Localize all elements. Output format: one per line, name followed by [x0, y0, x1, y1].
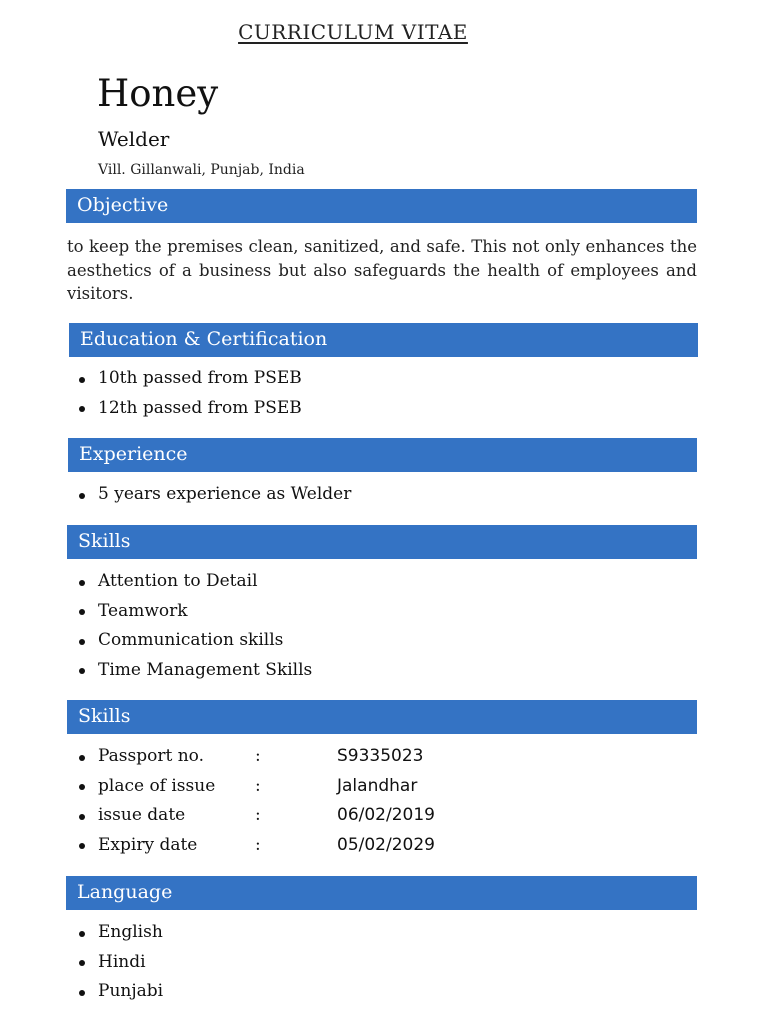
passport-row [75, 801, 435, 831]
list-item: 12th passed from PSEB [75, 394, 302, 424]
passport-label: Expiry date [98, 834, 198, 855]
language-list [75, 918, 163, 1007]
list-item: Attention to Detail [75, 567, 312, 597]
passport-row [75, 742, 435, 772]
skills-heading: Skills [67, 525, 697, 559]
list-item: 10th passed from PSEB [75, 364, 302, 394]
separator: : [255, 834, 261, 855]
candidate-role: Welder [98, 127, 170, 151]
objective-heading: Objective [66, 189, 697, 223]
passport-label: issue date [98, 805, 186, 825]
candidate-address: Vill. Gillanwali, Punjab, India [98, 162, 305, 178]
list-item: Teamwork [75, 597, 312, 627]
passport-label: Passport no. [98, 746, 205, 766]
passport-label: place of issue [98, 775, 216, 796]
separator: : [255, 805, 261, 825]
education-heading: Education & Certification [69, 323, 698, 357]
language-heading: Language [66, 876, 697, 910]
separator: : [255, 775, 261, 796]
candidate-name: Honey [97, 72, 219, 115]
experience-list [75, 480, 351, 510]
passport-value: 05/02/2029 [337, 834, 435, 855]
objective-text: to keep the premises clean, sanitized, and safe. This not only enhances the aesthetics of a business but also safeguards the health of employees and visitors. [67, 237, 697, 303]
passport-row [75, 831, 435, 861]
separator: : [255, 746, 261, 766]
passport-value: S9335023 [337, 746, 424, 766]
experience-heading: Experience [68, 438, 697, 472]
list-item: Communication skills [75, 626, 312, 656]
document-title: CURRICULUM VITAE [238, 20, 468, 44]
passport-row [75, 772, 435, 802]
education-list [75, 364, 302, 423]
list-item: Time Management Skills [75, 656, 312, 686]
passport-value: 06/02/2019 [337, 805, 435, 825]
passport-value: Jalandhar [337, 775, 418, 796]
list-item: English [75, 918, 163, 948]
skills-list [75, 567, 312, 685]
list-item: 5 years experience as Welder [75, 480, 351, 510]
passport-heading: Skills [67, 700, 697, 734]
passport-list [75, 742, 435, 860]
list-item: Hindi [75, 948, 163, 978]
list-item: Punjabi [75, 977, 163, 1007]
